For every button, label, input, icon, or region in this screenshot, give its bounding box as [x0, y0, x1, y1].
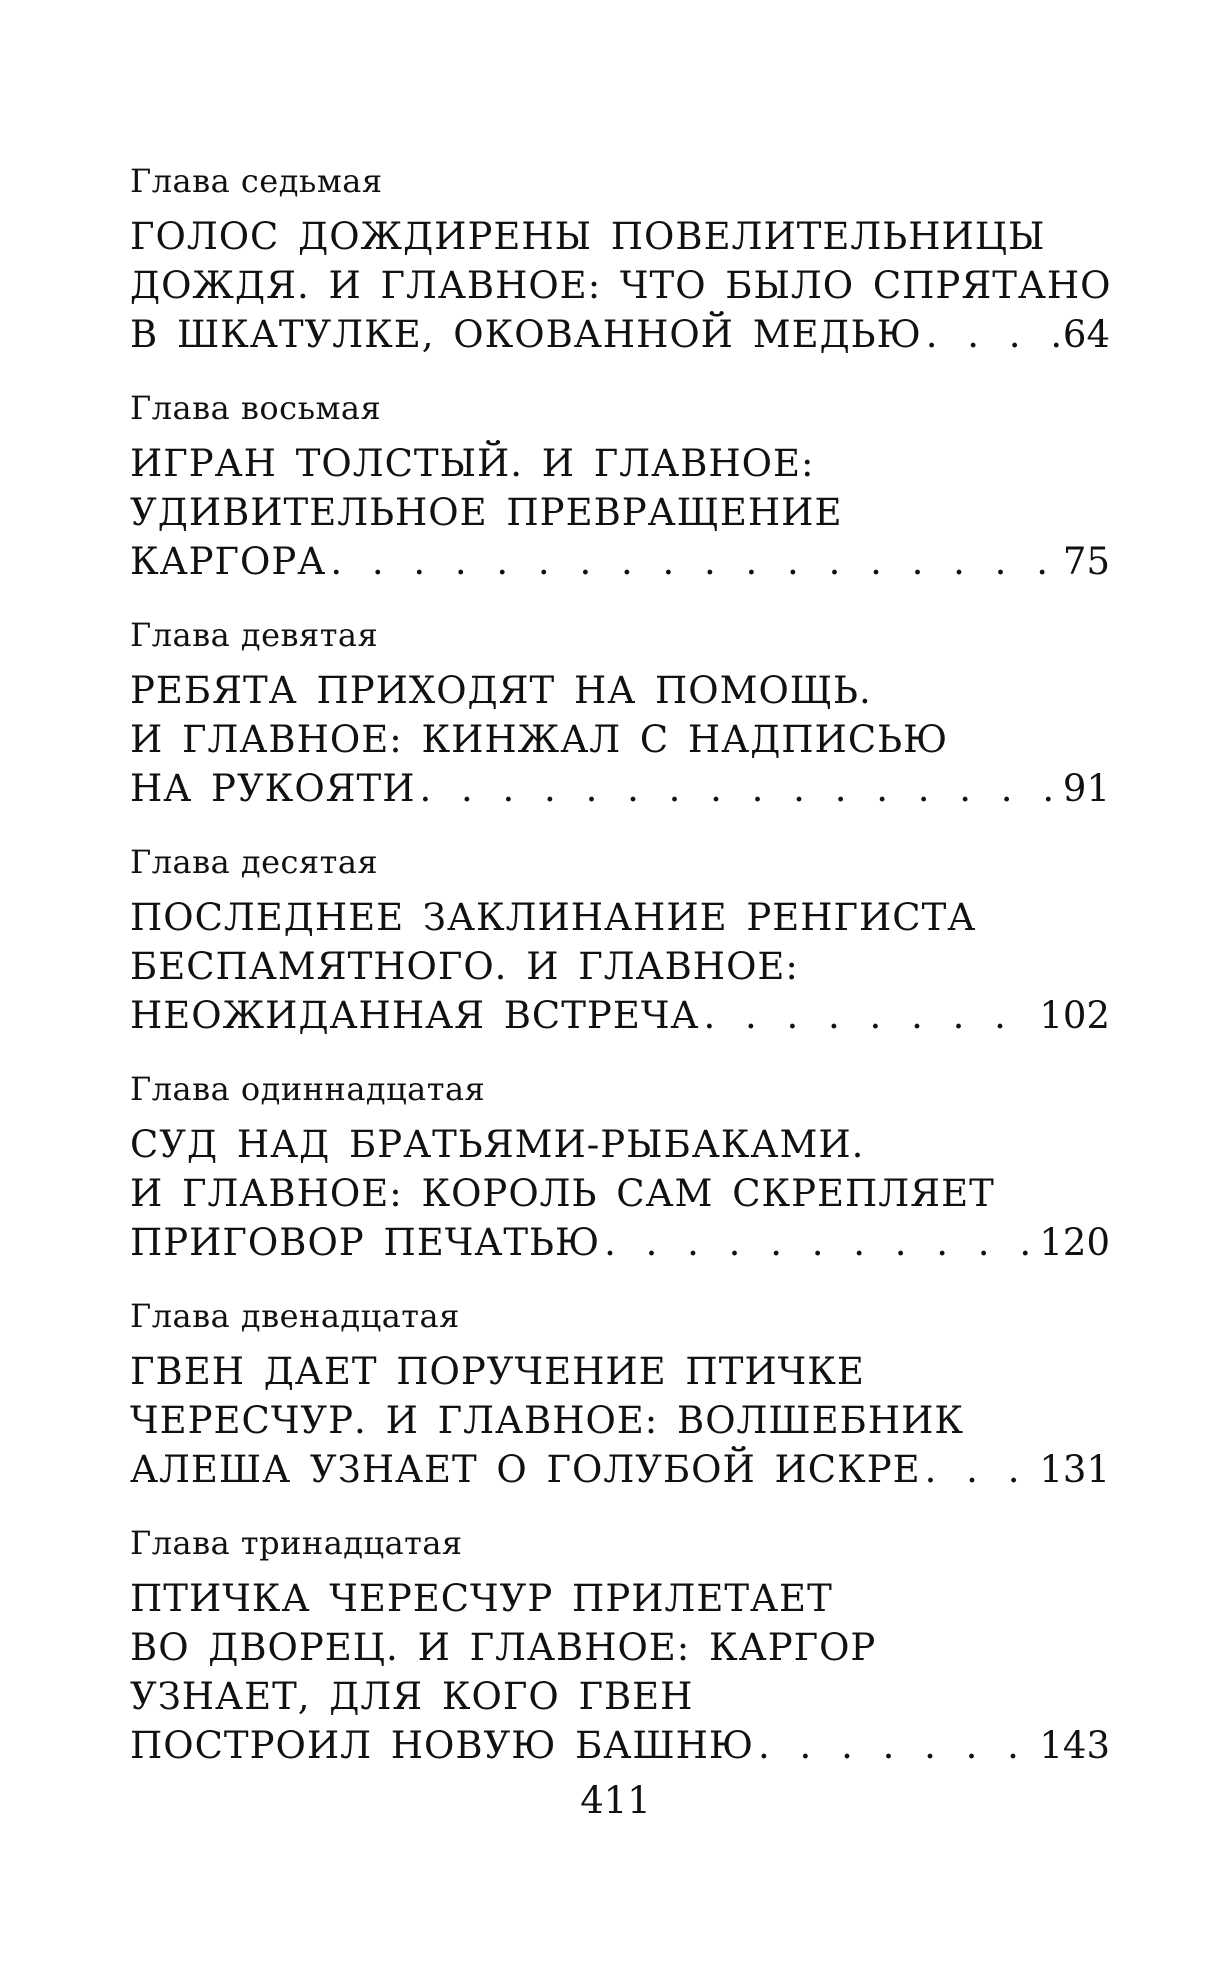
chapter-title-line: И ГЛАВНОЕ: КИНЖАЛ С НАДПИСЬЮ	[130, 718, 949, 761]
chapter-title-last-line	[130, 537, 1110, 586]
table-of-contents	[130, 160, 1110, 1798]
chapter-title-line: ПТИЧКА ЧЕРЕСЧУР ПРИЛЕТАЕТ	[130, 1577, 833, 1620]
dot-leader	[926, 310, 1059, 359]
page-number: 143	[1039, 1724, 1110, 1767]
chapter-title-last-line	[130, 1445, 1110, 1494]
chapter-label: Глава тринадцатая	[130, 1524, 463, 1562]
chapter-title-last-line	[130, 764, 1110, 813]
chapter-title-end: АЛЕША УЗНАЕТ О ГОЛУБОЙ ИСКРЕ	[130, 1448, 921, 1491]
chapter-title-end: НЕОЖИДАННАЯ ВСТРЕЧА	[130, 994, 700, 1037]
toc-entry-chapter-12	[130, 1295, 1110, 1494]
chapter-label: Глава восьмая	[130, 389, 382, 427]
chapter-title-last-line	[130, 1218, 1110, 1267]
chapter-label: Глава одиннадцатая	[130, 1070, 486, 1108]
chapter-title-line: ВО ДВОРЕЦ. И ГЛАВНОЕ: КАРГОР	[130, 1626, 877, 1669]
chapter-label: Глава седьмая	[130, 162, 383, 200]
dot-leader	[703, 991, 1035, 1040]
chapter-title-line: УДИВИТЕЛЬНОЕ ПРЕВРАЩЕНИЕ	[130, 491, 843, 534]
chapter-title-line: УЗНАЕТ, ДЛЯ КОГО ГВЕН	[130, 1675, 694, 1718]
toc-entry-chapter-11	[130, 1068, 1110, 1267]
dot-leader	[604, 1218, 1035, 1267]
chapter-title-line: И ГЛАВНОЕ: КОРОЛЬ САМ СКРЕПЛЯЕТ	[130, 1172, 995, 1215]
toc-entry-chapter-10	[130, 841, 1110, 1040]
chapter-title-line: ЧЕРЕСЧУР. И ГЛАВНОЕ: ВОЛШЕБНИК	[130, 1399, 965, 1442]
chapter-title-line: РЕБЯТА ПРИХОДЯТ НА ПОМОЩЬ.	[130, 669, 872, 712]
page-number: 64	[1062, 313, 1110, 356]
chapter-label: Глава девятая	[130, 616, 379, 654]
dot-leader	[925, 1445, 1036, 1494]
toc-entry-chapter-8	[130, 387, 1110, 586]
chapter-title-end: В ШКАТУЛКЕ, ОКОВАННОЙ МЕДЬЮ	[130, 313, 922, 356]
chapter-title-line: БЕСПАМЯТНОГО. И ГЛАВНОЕ:	[130, 945, 799, 988]
toc-entry-chapter-7	[130, 160, 1110, 359]
chapter-label: Глава двенадцатая	[130, 1297, 460, 1335]
chapter-title-line: ГВЕН ДАЕТ ПОРУЧЕНИЕ ПТИЧКЕ	[130, 1350, 865, 1393]
toc-entry-chapter-9	[130, 614, 1110, 813]
page-folio-number: 411	[580, 1779, 651, 1822]
dot-leader	[330, 537, 1059, 586]
chapter-label: Глава десятая	[130, 843, 379, 881]
chapter-title-line: ИГРАН ТОЛСТЫЙ. И ГЛАВНОЕ:	[130, 442, 815, 485]
chapter-title-last-line	[130, 1721, 1110, 1770]
chapter-title-end: ПОСТРОИЛ НОВУЮ БАШНЮ	[130, 1724, 755, 1767]
page-number: 91	[1062, 767, 1110, 810]
dot-leader	[419, 764, 1058, 813]
chapter-title-end: КАРГОРА	[130, 540, 327, 583]
toc-entry-chapter-13	[130, 1522, 1110, 1770]
page-number: 75	[1062, 540, 1110, 583]
page-number: 131	[1039, 1448, 1110, 1491]
chapter-title-line: ПОСЛЕДНЕЕ ЗАКЛИНАНИЕ РЕНГИСТА	[130, 896, 977, 939]
chapter-title-end: ПРИГОВОР ПЕЧАТЬЮ	[130, 1221, 601, 1264]
page-number: 102	[1039, 994, 1110, 1037]
chapter-title-last-line	[130, 991, 1110, 1040]
page-number: 120	[1039, 1221, 1110, 1264]
chapter-title-line: СУД НАД БРАТЬЯМИ-РЫБАКАМИ.	[130, 1123, 865, 1166]
chapter-title-last-line	[130, 310, 1110, 359]
dot-leader	[758, 1721, 1035, 1770]
chapter-title-line: ГОЛОС ДОЖДИРЕНЫ ПОВЕЛИТЕЛЬНИЦЫ	[130, 215, 1046, 258]
chapter-title-line: ДОЖДЯ. И ГЛАВНОЕ: ЧТО БЫЛО СПРЯТАНО	[130, 264, 1112, 307]
chapter-title-end: НА РУКОЯТИ	[130, 767, 416, 810]
